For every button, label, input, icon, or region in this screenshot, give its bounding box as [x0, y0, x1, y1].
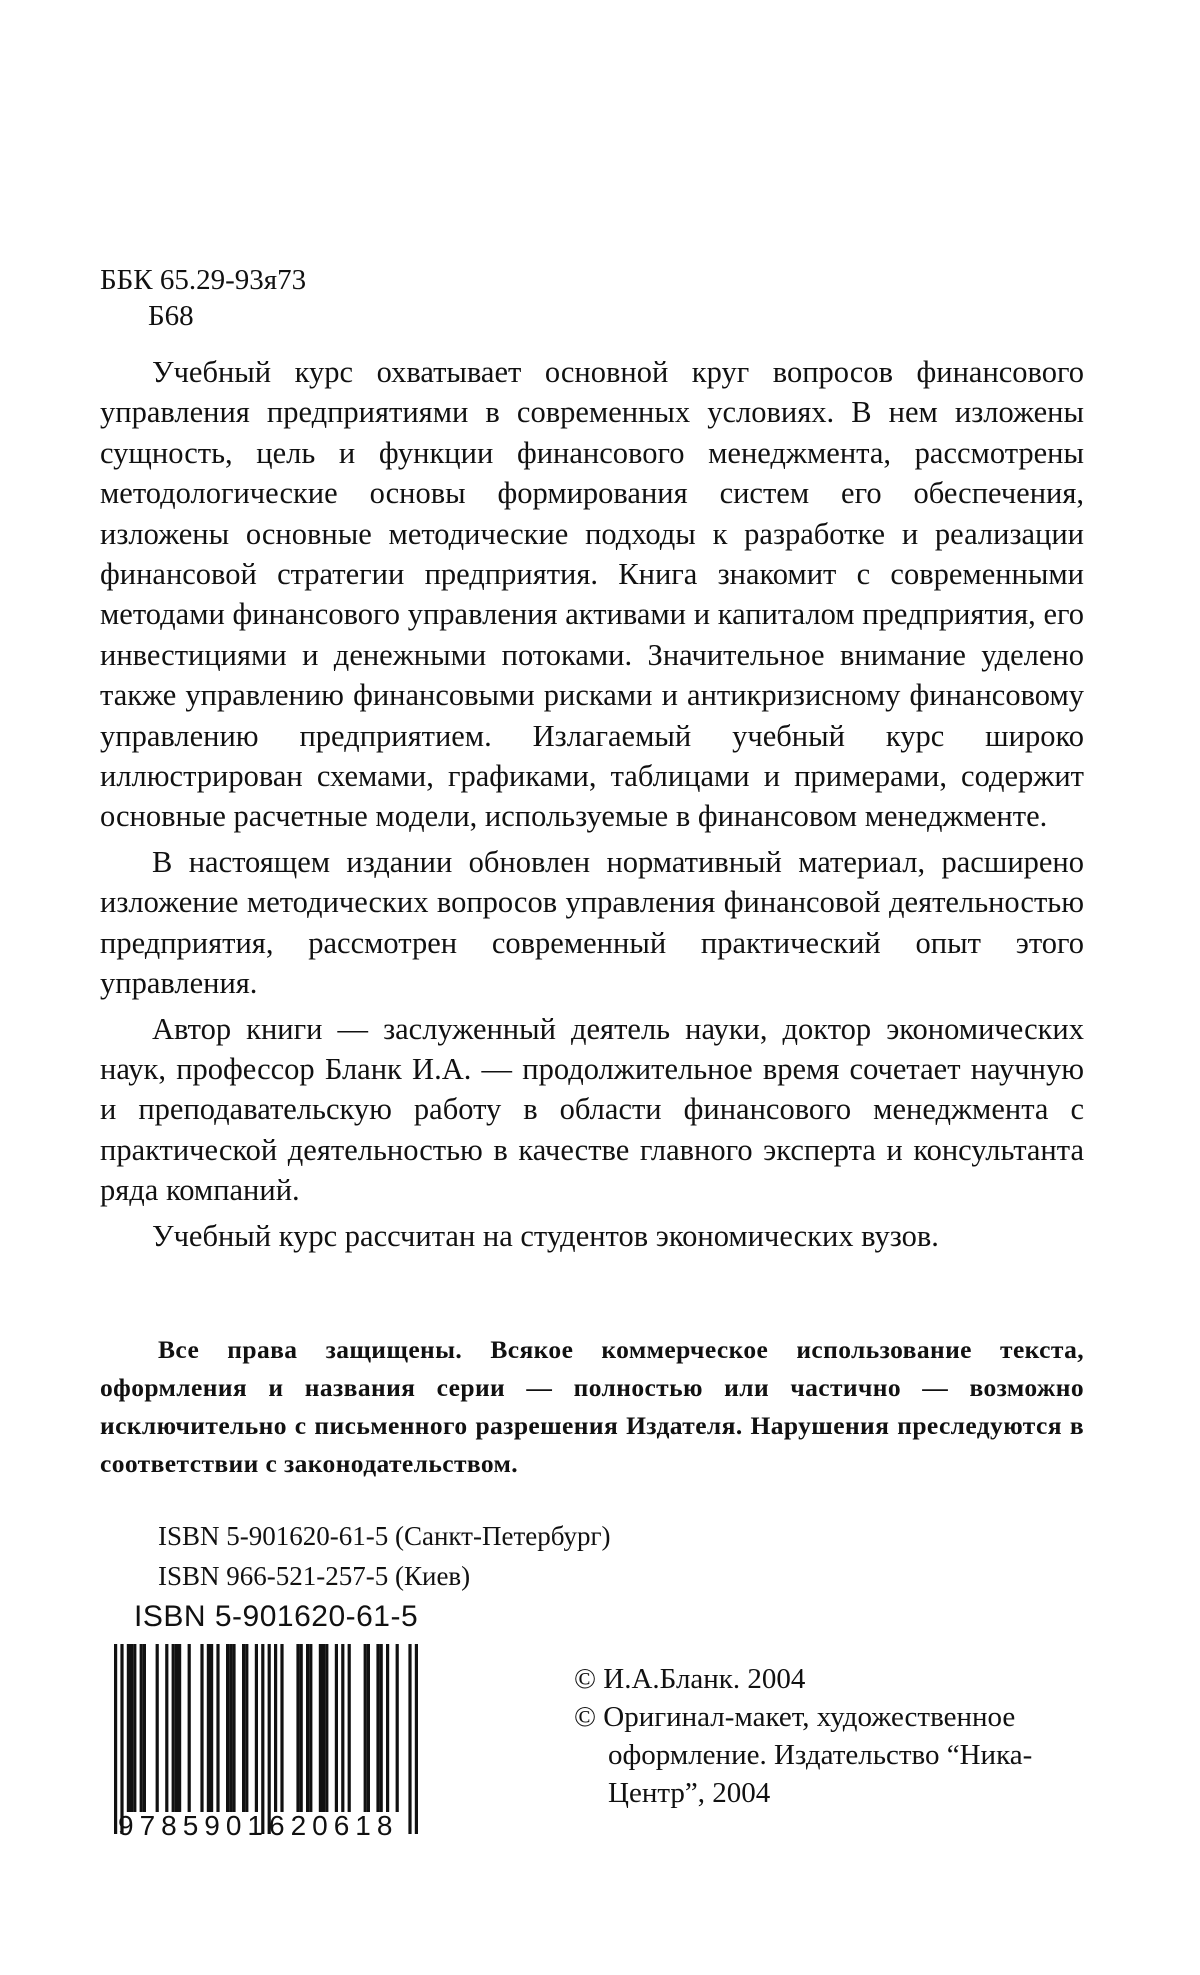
- rights-notice: Все права защищены. Всякое коммерческое использование текста, оформления и названия серии — полностью или частично — возможно исключительно с письменного разрешения Издателя. Нарушения преследуются в соответствии с законодательством.: [100, 1335, 1084, 1478]
- barcode-bar: [322, 1644, 325, 1812]
- barcode-bar: [268, 1644, 271, 1834]
- barcode-bar: [143, 1644, 146, 1812]
- barcode-bar: [120, 1644, 123, 1834]
- barcode-bar: [229, 1644, 232, 1812]
- barcode-bar: [165, 1644, 168, 1812]
- barcode-bar: [188, 1644, 191, 1812]
- barcode-isbn-label: ISBN 5-901620-61-5: [134, 1600, 419, 1633]
- barcode-bar: [140, 1644, 143, 1812]
- bbk-classification: [100, 262, 306, 334]
- barcode-bar: [319, 1644, 322, 1812]
- annotation-paragraph-1: Учебный курс охватывает основной круг вопросов финансового управления предприятиями в современных условиях. В нем изложены сущность, цель и функции финансового менеджмента, рассмотрены методологические основы формирования систем его обеспечения, изложены основные методические подходы к разработке и реализации финансовой стратегии предприятия. Книга знакомит с современными методами финансового управления активами и капиталом предприятия, его инвестициями и денежными потоками. Значительное внимание уделено также управлению финансовыми рисками и антикризисному финансовому управлению предприятием. Излагаемый учебный курс широко иллюстрирован схемами, графиками, таблицами и примерами, содержит основные расчетные модели, используемые в финансовом менеджменте.: [100, 355, 1084, 834]
- barcode-bar: [380, 1644, 383, 1812]
- bbk-code: ББК 65.29-93я73: [100, 264, 307, 296]
- barcode-bar: [242, 1644, 245, 1812]
- annotation-paragraph-2: В настоящем издании обновлен нормативный материал, расширено изложение методических вопросов управления финансовой деятельностью предприятия, рассмотрен современный практический опыт этого управления.: [100, 844, 1084, 1001]
- barcode-bar: [255, 1644, 258, 1812]
- barcode-bar: [376, 1644, 379, 1812]
- barcode-bar: [274, 1644, 277, 1812]
- barcode-bar: [396, 1644, 399, 1812]
- barcode-bar: [114, 1644, 117, 1834]
- copyright-block: [574, 1660, 1094, 1812]
- barcode-bar: [127, 1644, 130, 1812]
- barcode-bar: [296, 1644, 299, 1812]
- barcode-bar: [300, 1644, 303, 1812]
- barcode-bars: [104, 1644, 434, 1836]
- isbn-spb: ISBN 5-901620-61-5 (Санкт-Петербург): [158, 1521, 611, 1551]
- barcode-bar: [306, 1644, 309, 1812]
- barcode-bar: [245, 1644, 248, 1812]
- barcode-bar: [367, 1644, 370, 1812]
- barcode-bar: [341, 1644, 344, 1812]
- copyright-publisher: © Оригинал-макет, художественное оформление. Издательство “Ника-Центр”, 2004: [574, 1701, 1033, 1809]
- barcode-bar: [178, 1644, 181, 1812]
- barcode-bar: [133, 1644, 136, 1812]
- isbn-list: [158, 1516, 611, 1596]
- barcode-bar: [408, 1644, 411, 1834]
- barcode-bar: [226, 1644, 229, 1812]
- barcode-bar: [415, 1644, 418, 1834]
- barcode-bar: [207, 1644, 210, 1812]
- barcode-bar: [386, 1644, 389, 1812]
- isbn-barcode: [104, 1600, 436, 1844]
- barcode-digits: 9785901620618: [118, 1810, 399, 1841]
- barcode-bar: [325, 1644, 328, 1812]
- barcode-bar: [130, 1644, 133, 1812]
- barcode-bar: [216, 1644, 219, 1812]
- copyright-author: © И.А.Бланк. 2004: [574, 1663, 806, 1695]
- barcode-bar: [175, 1644, 178, 1812]
- barcode-bar: [200, 1644, 203, 1812]
- barcode-bar: [232, 1644, 235, 1812]
- barcode-bar: [210, 1644, 213, 1812]
- barcode-bar: [172, 1644, 175, 1812]
- barcode-bar: [261, 1644, 264, 1834]
- barcode-bar: [309, 1644, 312, 1812]
- annotation: [100, 352, 1084, 1261]
- barcode-bar: [156, 1644, 159, 1812]
- isbn-kiev: ISBN 966-521-257-5 (Киев): [158, 1561, 471, 1591]
- barcode-bar: [348, 1644, 351, 1812]
- annotation-paragraph-4: Учебный курс рассчитан на студентов экономических вузов.: [152, 1218, 939, 1253]
- barcode-bar: [364, 1644, 367, 1812]
- author-mark: Б68: [148, 300, 194, 332]
- barcode-bar: [335, 1644, 338, 1812]
- annotation-paragraph-3: Автор книги — заслуженный деятель науки, доктор экономических наук, профессор Бланк И.А. — продолжительное время сочетает научную и преподавательскую работу в области финансового менеджмента с практической деятельностью в качестве главного эксперта и консультанта ряда компаний.: [100, 1011, 1084, 1208]
- barcode-bar: [280, 1644, 283, 1812]
